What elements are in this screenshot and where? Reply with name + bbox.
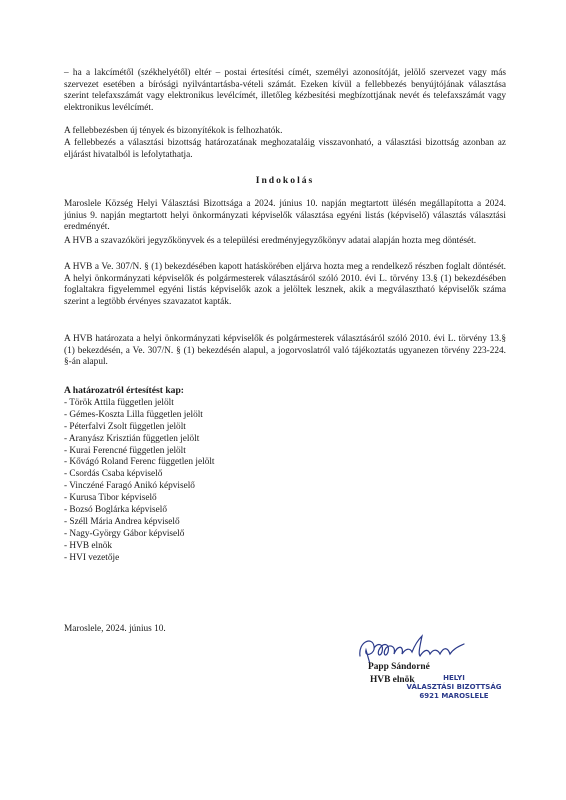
stamp-line: HELYI bbox=[443, 674, 465, 682]
recipient-item: - Gémes-Koszta Lilla független jelölt bbox=[64, 409, 203, 420]
recipient-item: - Széll Mária Andrea képviselő bbox=[64, 516, 180, 527]
intro-paragraph-2: A fellebbezésben új tények és bizonyítékok is felhozhatók. bbox=[64, 126, 283, 136]
official-stamp bbox=[398, 674, 510, 701]
recipient-item: - Bozsó Boglárka képviselő bbox=[64, 505, 168, 516]
recipients-list bbox=[64, 398, 364, 564]
intro-paragraph-1: – ha a lakcímétől (székhelyétől) eltér – postai értesítési címét, személyi azonosítóját, jelölő szervezet vagy más szervezet esetében a bírósági nyilvántartásba-vételi számát. Ezeken kívül a fellebbezés benyújtójának választása szerint telefaxszámát vagy elektronikus levélcímét, illetőleg kézbesítési megbízottjának nevét és telefaxszámát vagy elektronikus levélcímét. bbox=[64, 68, 506, 113]
recipients-title: A határozatról értesítést kap: bbox=[64, 385, 184, 396]
intro-paragraph-3: A fellebbezés a választási bizottság határozatának meghozataláig visszavonható, a választási bizottság azonban az eljárást hivatalból is lefolytathatja. bbox=[64, 138, 506, 160]
reasoning-heading: Indokolás bbox=[255, 175, 315, 186]
recipient-item: - HVB elnök bbox=[64, 540, 113, 551]
signer-role: HVB elnök bbox=[370, 675, 415, 685]
reasoning-paragraph-1: Maroslele Község Helyi Választási Bizottsága a 2024. június 10. napján megtartott ülésén megállapította a 2024. június 9. napján megtartott helyi önkormányzati képviselők választása egyéni listás (képviselő) választás választási eredményét. bbox=[64, 199, 506, 233]
reasoning-paragraph-2: A HVB a szavazóköri jegyzőkönyvek és a települési eredményjegyzőkönyv adatai alapján hozta meg döntését. bbox=[64, 236, 477, 246]
reasoning-paragraph-4: A HVB határozata a helyi önkormányzati képviselők és polgármesterek választásáról szóló 2010. évi L. törvény 13.§ (1) bekezdésén, a Ve. 307/N. § (1) bekezdésén alapul, a jogorvoslatról való tájékoztatás ugyanezen törvény 223-224. §-án alapul. bbox=[64, 334, 506, 368]
recipient-item: - Aranyász Krisztián független jelölt bbox=[64, 433, 200, 444]
reasoning-paragraph-3: A HVB a Ve. 307/N. § (1) bekezdésében kapott hatáskörében eljárva hozta meg a rendelkező részben foglalt döntését. A helyi önkormányzati képviselők és polgármesterek választásáról szóló 2010. évi L. törvény 13.§ (1) bekezdésében foglaltakra figyelemmel egyéni listás képviselők azok a jelöltek lesznek, akik a megválasztható képviselők száma szerint a legtöbb érvényes szavazatot kapták. bbox=[64, 262, 506, 307]
stamp-line: VÁLASZTÁSI BIZOTTSÁG bbox=[406, 683, 502, 691]
recipient-item: - Kővágó Roland Ferenc független jelölt bbox=[64, 457, 215, 468]
recipient-item: - Kurai Ferencné független jelölt bbox=[64, 445, 186, 456]
signer-name: Papp Sándorné bbox=[368, 662, 430, 672]
recipient-item: - Török Attila független jelölt bbox=[64, 398, 174, 408]
recipient-item: - Péterfalvi Zsolt független jelölt bbox=[64, 421, 186, 432]
recipient-item: - HVI vezetője bbox=[64, 552, 120, 563]
date-line: Maroslele, 2024. június 10. bbox=[64, 624, 166, 634]
recipient-item: - Csordás Csaba képviselő bbox=[64, 469, 163, 480]
recipient-item: - Vinczéné Faragó Anikó képviselő bbox=[64, 481, 195, 492]
stamp-line: 6921 MAROSLELE bbox=[419, 692, 489, 700]
recipient-item: - Nagy-György Gábor képviselő bbox=[64, 528, 185, 539]
recipient-item: - Kurusa Tibor képviselő bbox=[64, 493, 157, 504]
